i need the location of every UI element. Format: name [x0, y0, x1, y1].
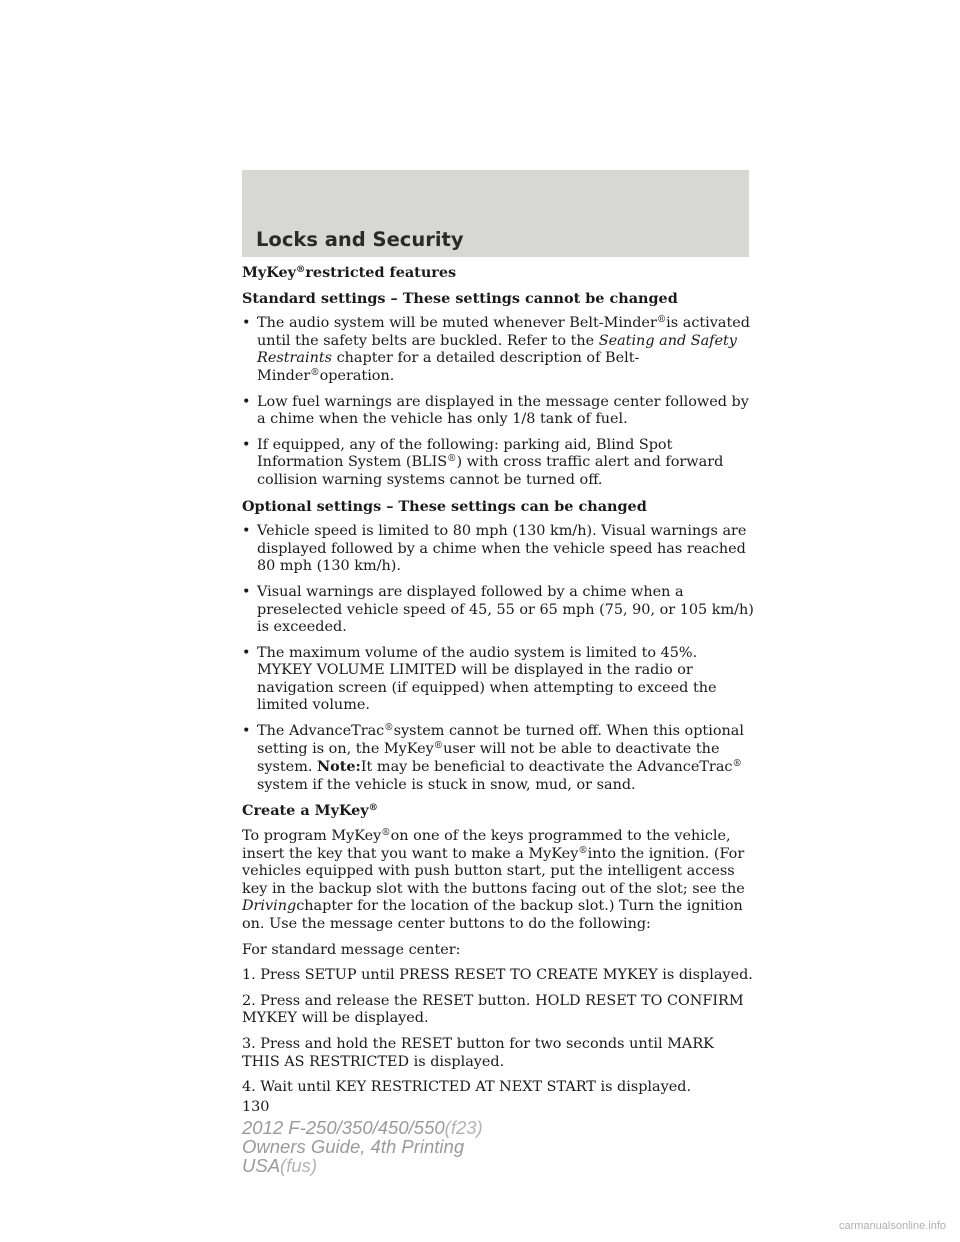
list-item: • Vehicle speed is limited to 80 mph (130 km/h). Visual warnings are displayed followed by a chime when the vehicle speed has reached 80 mph (130 km/h).: [242, 523, 754, 576]
step-1: 1. Press SETUP until PRESS RESET TO CREATE MYKEY is displayed.: [242, 967, 753, 984]
list-item: • If equipped, any of the following: parking aid, Blind Spot Information System (BLIS®) with cross traffic alert and forward collision warning systems cannot be turned off.: [242, 437, 754, 490]
list-item: • The AdvanceTrac®system cannot be turned off. When this optional setting is on, the MyKey®user will not be able to deactivate the system. Note:It may be beneficial to deactivate the AdvanceTrac® system if the vehicle is stuck in snow, mud, or sand.: [242, 723, 754, 794]
page-body: [242, 264, 754, 1116]
footer-print-info: [242, 1118, 483, 1175]
step-4: 4. Wait until KEY RESTRICTED AT NEXT START is displayed.: [242, 1079, 692, 1096]
program-paragraph: To program MyKey®on one of the keys programmed to the vehicle, insert the key that you want to make a MyKey®into the ignition. (For vehicles equipped with push button start, put the intelligent access key in the backup slot with the buttons facing out of the slot; see the Drivingchapter for the location of the backup slot.) Turn the ignition on. Use the message center buttons to do the following:: [242, 826, 745, 932]
list-item: • The maximum volume of the audio system is limited to 45%. MYKEY VOLUME LIMITED will be displayed in the radio or navigation screen (if equipped) when attempting to exceed the limited volume.: [242, 645, 754, 715]
list-item: • Visual warnings are displayed followed by a chime when a preselected vehicle speed of 45, 55 or 65 mph (75, 90, or 105 km/h) is exceeded.: [242, 584, 754, 637]
list-item: • The audio system will be muted whenever Belt-Minder®is activated until the safety belts are buckled. Refer to the Seating and Safety Restraints chapter for a detailed description of Belt-Minder®operation.: [242, 315, 754, 385]
mykey-restricted-heading: MyKey®restricted features: [242, 263, 457, 281]
footer-region-line: USA(fus): [242, 1155, 318, 1176]
step-2: 2. Press and release the RESET button. HOLD RESET TO CONFIRM MYKEY will be displayed.: [242, 992, 744, 1027]
standard-settings-heading: Standard settings – These settings cannot be changed: [242, 289, 678, 307]
step-3: 3. Press and hold the RESET button for two seconds until MARK THIS AS RESTRICTED is displayed.: [242, 1035, 714, 1070]
page-number: 130: [242, 1098, 270, 1115]
footer-guide-line: Owners Guide, 4th Printing: [242, 1136, 465, 1157]
optional-settings-list: [242, 523, 754, 794]
footer-model-line: 2012 F-250/350/450/550(f23): [242, 1117, 483, 1138]
standard-settings-list: [242, 315, 754, 489]
list-item: • Low fuel warnings are displayed in the message center followed by a chime when the vehicle has only 1/8 tank of fuel.: [242, 394, 754, 429]
optional-settings-heading: Optional settings – These settings can be changed: [242, 497, 647, 515]
section-header-band: [242, 170, 749, 257]
create-mykey-heading: Create a MyKey®: [242, 802, 379, 820]
note-label: Note:: [317, 758, 361, 776]
section-title: Locks and Security: [256, 228, 464, 251]
watermark: carmanualsonline.info: [838, 1220, 946, 1232]
standard-message-center-label: For standard message center:: [242, 941, 461, 958]
